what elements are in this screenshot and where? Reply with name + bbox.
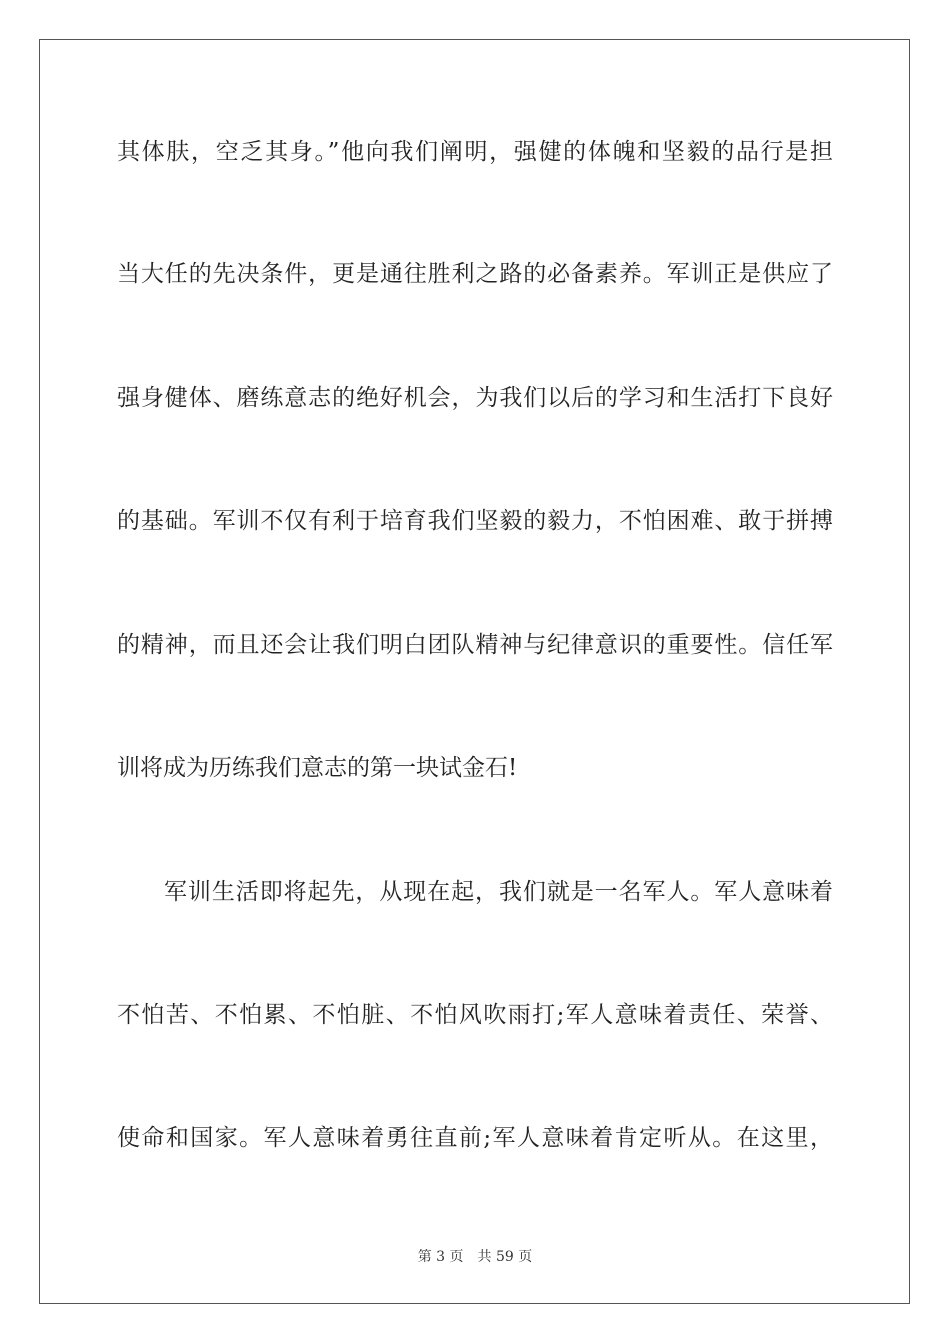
body-text-line-5: 的精神，而且还会让我们明白团队精神与纪律意识的重要性。信任军 bbox=[117, 632, 833, 658]
page-total: 共 59 页 bbox=[477, 1249, 533, 1265]
body-text-line-4: 的基础。军训不仅有利于培育我们坚毅的毅力，不怕困难、敢于拼搏 bbox=[117, 508, 833, 534]
body-text-line-8: 不怕苦、不怕累、不怕脏、不怕风吹雨打;军人意味着责任、荣誉、 bbox=[117, 1002, 833, 1028]
body-text-line-6: 训将成为历练我们意志的第一块试金石! bbox=[117, 755, 518, 781]
body-text-line-3: 强身健体、磨练意志的绝好机会，为我们以后的学习和生活打下良好 bbox=[117, 385, 833, 411]
page-footer bbox=[0, 1248, 950, 1266]
body-text-line-7: 军训生活即将起先，从现在起，我们就是一名军人。军人意味着 bbox=[164, 879, 833, 905]
body-text-line-1: 其体肤，空乏其身。”他向我们阐明，强健的体魄和坚毅的品行是担 bbox=[117, 139, 833, 165]
body-text-line-9: 使命和国家。军人意味着勇往直前;军人意味着肯定听从。在这里， bbox=[117, 1125, 833, 1151]
page-number: 第 3 页 bbox=[417, 1249, 464, 1265]
body-text-line-2: 当大任的先决条件，更是通往胜利之路的必备素养。军训正是供应了 bbox=[117, 261, 833, 287]
page-frame bbox=[39, 39, 910, 1304]
